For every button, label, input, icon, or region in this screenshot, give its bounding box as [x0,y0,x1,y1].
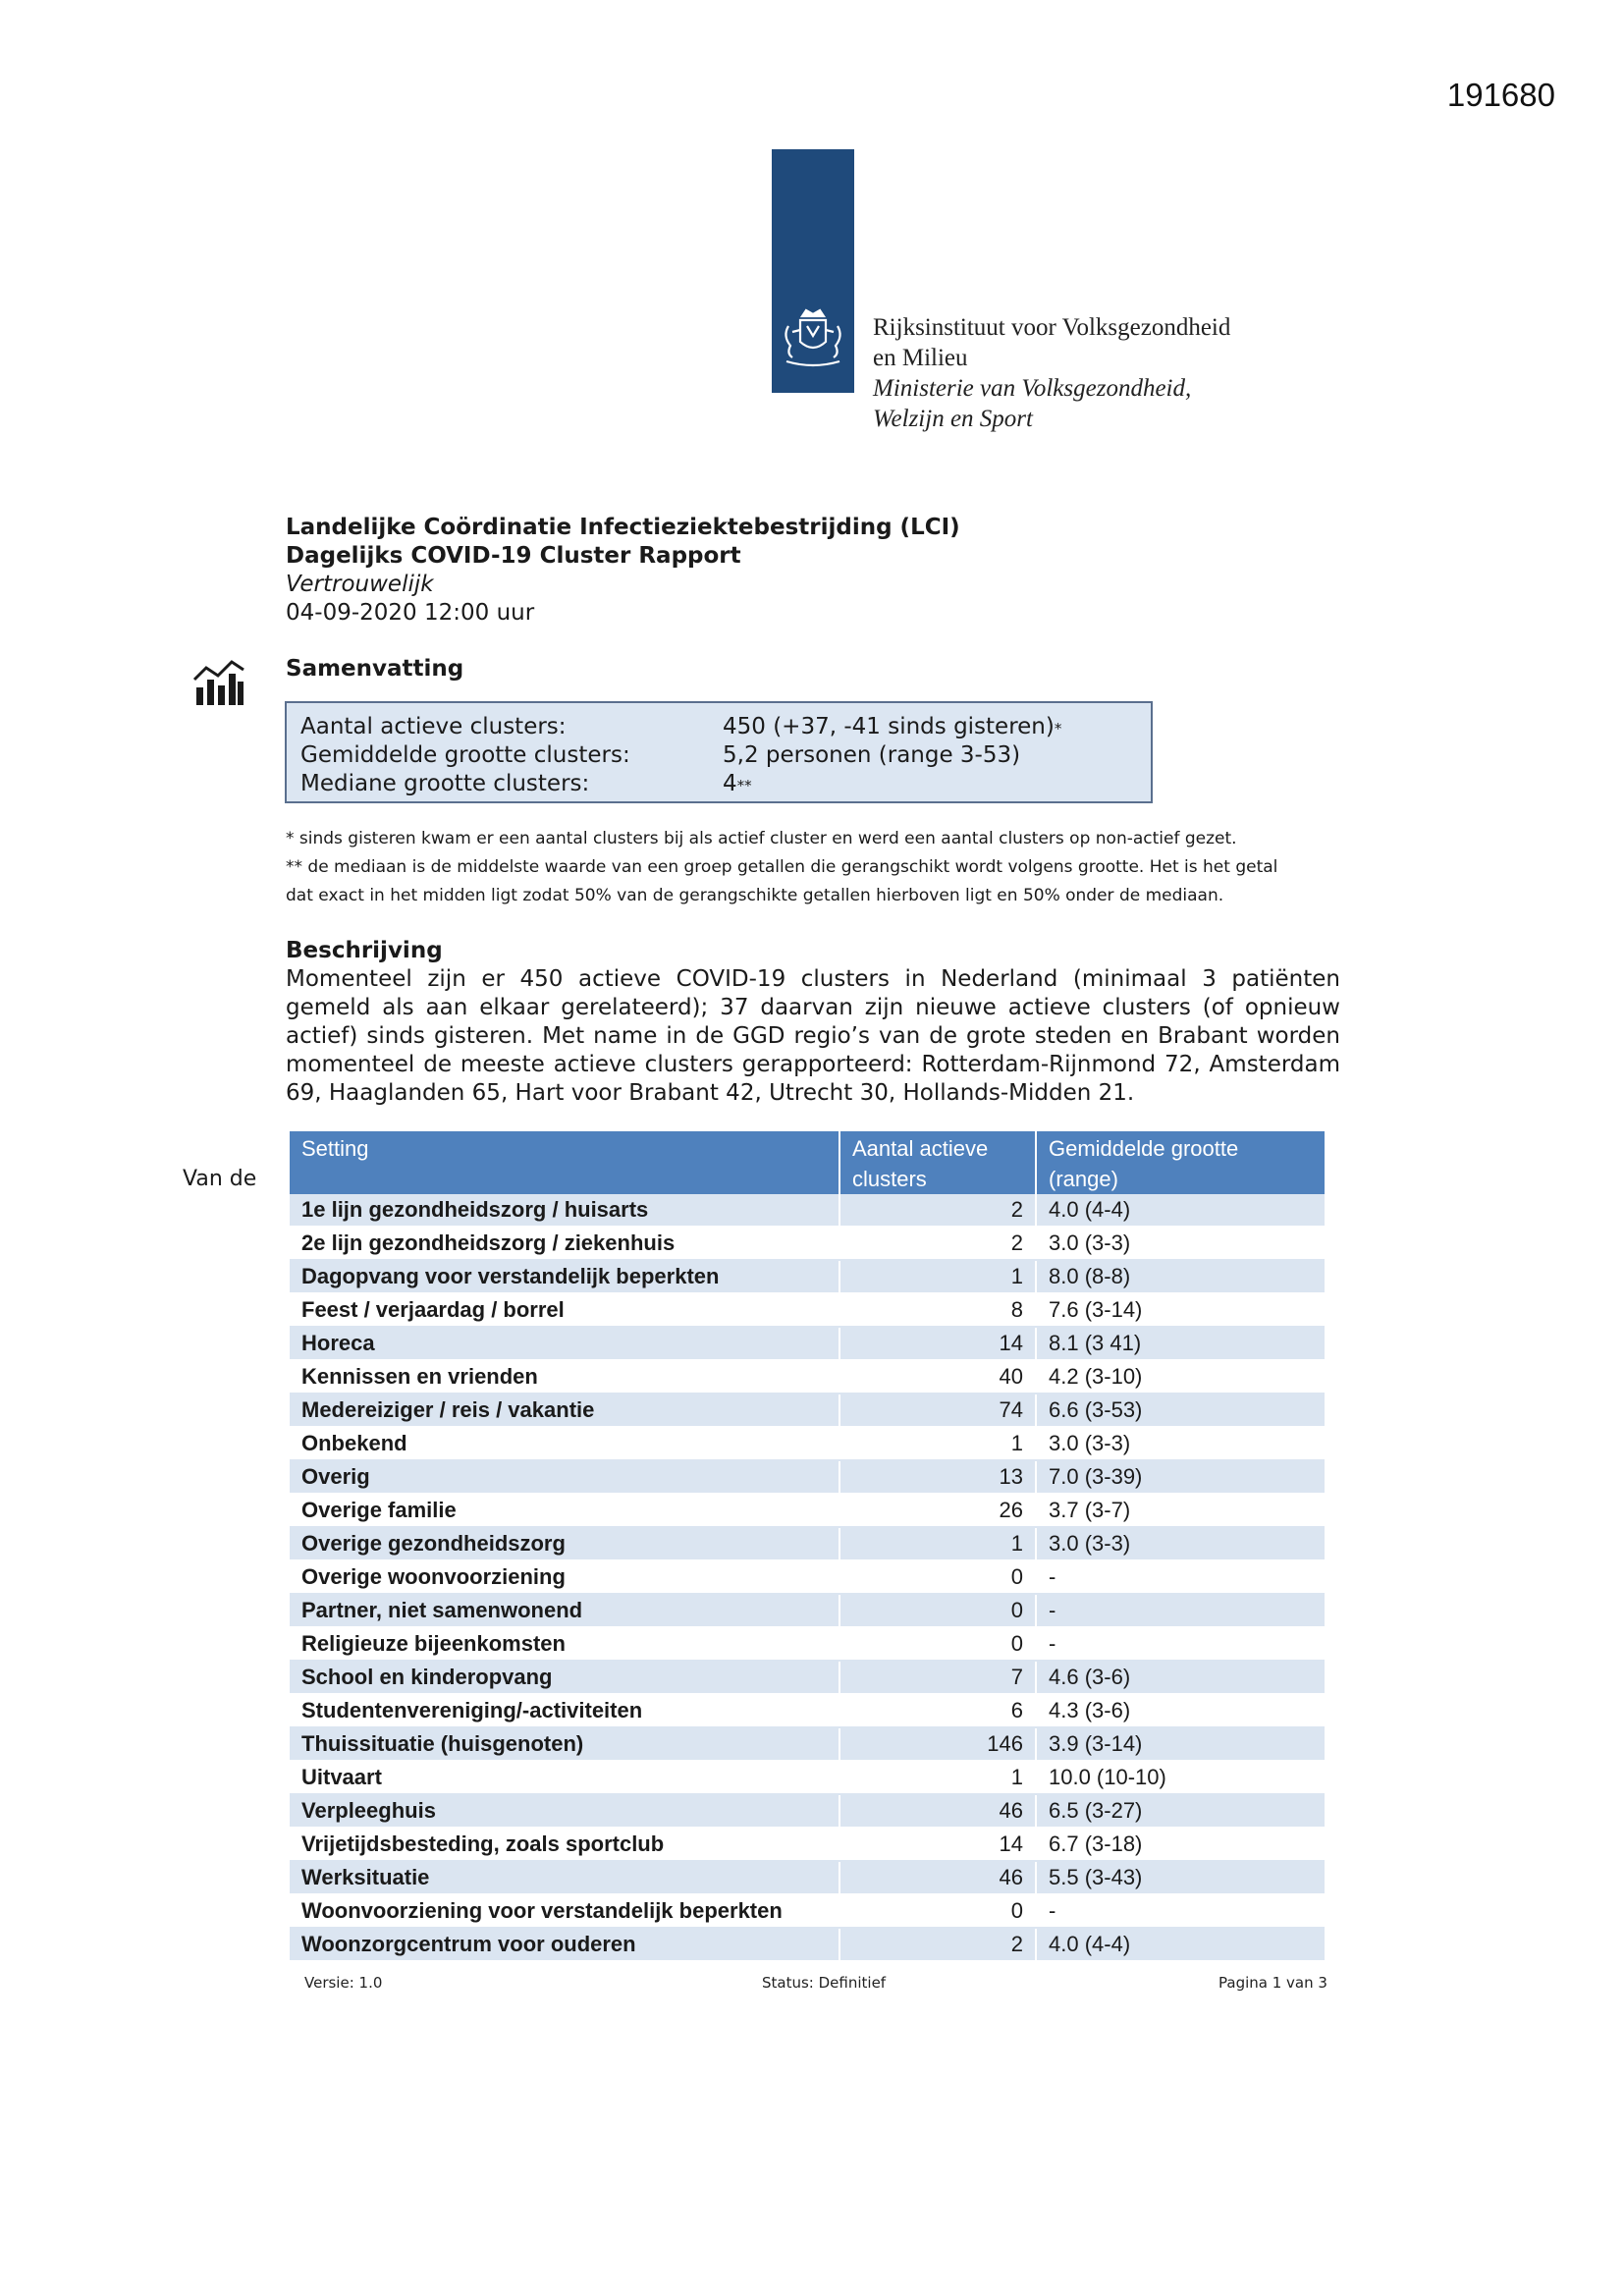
header-active-clusters: Aantal actieve clusters [839,1131,1036,1194]
table-row [290,1460,1325,1494]
cell-average-size: 6.6 (3-53) [1036,1394,1325,1427]
summary-label-active: Aantal actieve clusters: [300,714,567,739]
cell-active-clusters: 0 [839,1894,1036,1928]
report-title-1: Landelijke Coördinatie Infectieziektebestrijding (LCI) [286,515,960,540]
header-setting: Setting [290,1131,839,1194]
cell-active-clusters: 1 [839,1761,1036,1794]
cell-average-size: 8.1 (3 41) [1036,1327,1325,1360]
royal-crest-icon [779,306,847,371]
cell-active-clusters: 0 [839,1594,1036,1627]
cell-setting: Verpleeghuis [290,1794,839,1828]
government-logo-bar [772,149,854,393]
footnotes [286,825,1425,910]
cell-setting: Werksituatie [290,1861,839,1894]
description-title: Beschrijving [286,938,443,963]
cell-setting: Horeca [290,1327,839,1360]
footnote-2b: dat exact in het midden ligt zodat 50% van de gerangschikte getallen hierboven ligt en 50% onder de mediaan. [286,886,1224,905]
logo-line-2: en Milieu [873,345,968,371]
cell-active-clusters: 1 [839,1527,1036,1560]
cell-active-clusters: 14 [839,1828,1036,1861]
footer-status: Status: Definitief [762,1974,887,1992]
cell-active-clusters: 26 [839,1494,1036,1527]
cell-active-clusters: 146 [839,1727,1036,1761]
footer-page: Pagina 1 van 3 [1218,1974,1327,1992]
table-row [290,1828,1325,1861]
cell-active-clusters: 13 [839,1460,1036,1494]
cell-average-size: 6.7 (3-18) [1036,1828,1325,1861]
table-row [290,1527,1325,1560]
cell-average-size: - [1036,1594,1325,1627]
classification-label: Vertrouwelijk [286,572,434,597]
table-row [290,1928,1325,1961]
report-title-2: Dagelijks COVID-19 Cluster Rapport [286,543,741,569]
chart-summary-icon [192,658,245,707]
cell-setting: Overig [290,1460,839,1494]
logo-line-1: Rijksinstituut voor Volksgezondheid [873,314,1231,341]
report-datetime: 04-09-2020 12:00 uur [286,600,535,626]
cell-average-size: 4.3 (3-6) [1036,1694,1325,1727]
cell-active-clusters: 46 [839,1861,1036,1894]
table-row [290,1794,1325,1828]
side-label: Van de [183,1167,257,1191]
cell-setting: Overige woonvoorziening [290,1560,839,1594]
cell-average-size: 4.2 (3-10) [1036,1360,1325,1394]
summary-label-mean: Gemiddelde grootte clusters: [300,742,630,768]
cell-average-size: - [1036,1894,1325,1928]
table-row [290,1661,1325,1694]
summary-value-median: 4** [723,771,752,796]
summary-value-mean: 5,2 personen (range 3-53) [723,742,1021,768]
cell-active-clusters: 2 [839,1227,1036,1260]
cell-setting: Woonzorgcentrum voor ouderen [290,1928,839,1961]
cell-active-clusters: 6 [839,1694,1036,1727]
cell-average-size: - [1036,1560,1325,1594]
cell-setting: Overige gezondheidszorg [290,1527,839,1560]
table-row [290,1694,1325,1727]
summary-title: Samenvatting [286,656,464,682]
table-row [290,1560,1325,1594]
table-row [290,1293,1325,1327]
table-row [290,1494,1325,1527]
table-row [290,1394,1325,1427]
footnote-2a: ** de mediaan is de middelste waarde van een groep getallen die gerangschikt wordt volgens grootte. Het is het getal [286,857,1278,877]
cell-setting: Religieuze bijeenkomsten [290,1627,839,1661]
table-row [290,1761,1325,1794]
table-row [290,1194,1325,1227]
cell-average-size: 4.0 (4-4) [1036,1194,1325,1227]
report-header [286,514,960,628]
cell-setting: 1e lijn gezondheidszorg / huisarts [290,1194,839,1227]
table-row [290,1327,1325,1360]
logo-text [873,312,1230,434]
cell-setting: Studentenvereniging/-activiteiten [290,1694,839,1727]
cell-setting: Overige familie [290,1494,839,1527]
cell-setting: Dagopvang voor verstandelijk beperkten [290,1260,839,1293]
cell-average-size: 3.0 (3-3) [1036,1427,1325,1460]
cell-average-size: 3.0 (3-3) [1036,1227,1325,1260]
logo-line-4: Welzijn en Sport [873,406,1033,432]
cell-setting: Uitvaart [290,1761,839,1794]
table-row [290,1260,1325,1293]
cell-average-size: 3.0 (3-3) [1036,1527,1325,1560]
cell-active-clusters: 0 [839,1560,1036,1594]
cell-average-size: 4.0 (4-4) [1036,1928,1325,1961]
table-header-row [290,1131,1325,1194]
cell-setting: 2e lijn gezondheidszorg / ziekenhuis [290,1227,839,1260]
table-body [290,1194,1325,1961]
cluster-settings-table [290,1131,1325,1962]
cell-active-clusters: 2 [839,1194,1036,1227]
cell-setting: Vrijetijdsbesteding, zoals sportclub [290,1828,839,1861]
table-row [290,1594,1325,1627]
table-row [290,1894,1325,1928]
cell-setting: Feest / verjaardag / borrel [290,1293,839,1327]
cell-active-clusters: 1 [839,1260,1036,1293]
cell-average-size: 7.6 (3-14) [1036,1293,1325,1327]
cell-setting: Thuissituatie (huisgenoten) [290,1727,839,1761]
document-id: 191680 [1446,77,1555,113]
cell-average-size: 4.6 (3-6) [1036,1661,1325,1694]
cell-average-size: 3.7 (3-7) [1036,1494,1325,1527]
cell-setting: Partner, niet samenwonend [290,1594,839,1627]
table-row [290,1861,1325,1894]
logo-line-3: Ministerie van Volksgezondheid, [873,375,1192,402]
table-row [290,1627,1325,1661]
summary-value-active: 450 (+37, -41 sinds gisteren)* [723,714,1062,739]
cell-setting: Kennissen en vrienden [290,1360,839,1394]
summary-box [285,701,1153,803]
table-row [290,1727,1325,1761]
cell-active-clusters: 2 [839,1928,1036,1961]
description-text: Momenteel zijn er 450 actieve COVID-19 clusters in Nederland (minimaal 3 patiënten gemeld als aan elkaar gerelateerd); 37 daarvan zijn nieuwe actieve clusters (of opnieuw actief) sinds gisteren. Met name in de GGD regio’s van de grote steden en Brabant worden momenteel de meeste actieve clusters gerapporteerd: Rotterdam-Rijnmond 72, Amsterdam 69, Haaglanden 65, Hart voor Brabant 42, Utrecht 30, Hollands-Midden 21. [286,966,1340,1106]
table-row [290,1427,1325,1460]
cell-setting: Onbekend [290,1427,839,1460]
table-row [290,1360,1325,1394]
cell-active-clusters: 74 [839,1394,1036,1427]
cell-active-clusters: 40 [839,1360,1036,1394]
cell-active-clusters: 8 [839,1293,1036,1327]
cell-active-clusters: 1 [839,1427,1036,1460]
cell-active-clusters: 46 [839,1794,1036,1828]
cell-setting: School en kinderopvang [290,1661,839,1694]
header-average-size: Gemiddelde grootte (range) [1036,1131,1325,1194]
cell-average-size: 6.5 (3-27) [1036,1794,1325,1828]
cell-average-size: 3.9 (3-14) [1036,1727,1325,1761]
cell-average-size: 10.0 (10-10) [1036,1761,1325,1794]
cell-active-clusters: 0 [839,1627,1036,1661]
cell-active-clusters: 7 [839,1661,1036,1694]
cell-setting: Medereiziger / reis / vakantie [290,1394,839,1427]
summary-label-median: Mediane grootte clusters: [300,771,590,796]
cell-average-size: - [1036,1627,1325,1661]
footnote-1: * sinds gisteren kwam er een aantal clusters bij als actief cluster en werd een aantal clusters op non-actief gezet. [286,829,1237,848]
cell-active-clusters: 14 [839,1327,1036,1360]
table-row [290,1227,1325,1260]
cell-setting: Woonvoorziening voor verstandelijk beperkten [290,1894,839,1928]
cell-average-size: 5.5 (3-43) [1036,1861,1325,1894]
cell-average-size: 7.0 (3-39) [1036,1460,1325,1494]
footer-version: Versie: 1.0 [304,1974,383,1992]
cell-average-size: 8.0 (8-8) [1036,1260,1325,1293]
